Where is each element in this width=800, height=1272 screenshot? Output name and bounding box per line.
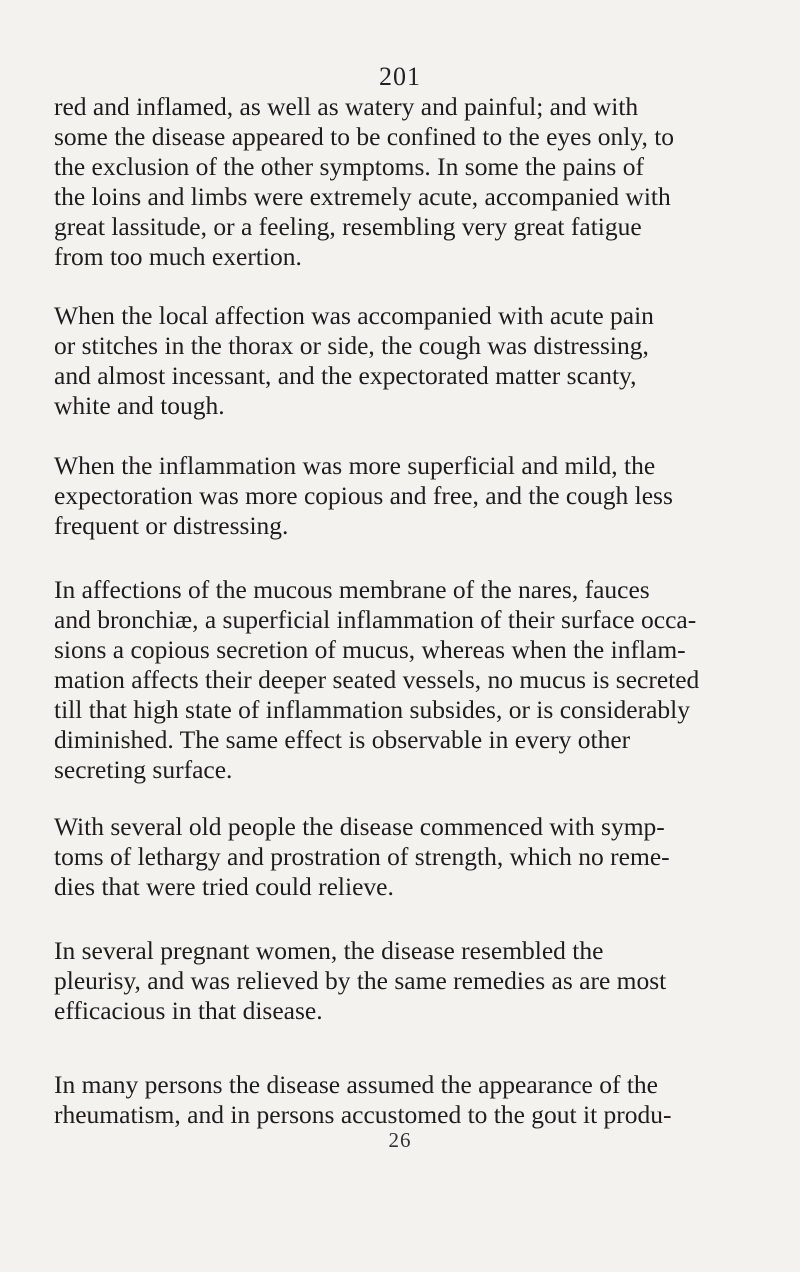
paragraph-7 [54, 1070, 766, 1130]
text-line: some the disease appeared to be confined to the eyes only, to [54, 122, 675, 151]
text-line: expectoration was more copious and free, and the cough less [54, 481, 673, 510]
text-line: from too much exertion. [54, 242, 302, 271]
text-line: red and inflamed, as well as watery and painful; and with [54, 92, 639, 121]
text-line: When the local affection was accompanied with acute pain [54, 301, 654, 330]
paragraph-5 [54, 812, 766, 902]
text-line: the loins and limbs were extremely acute, accompanied with [54, 182, 671, 211]
text-line: great lassitude, or a feeling, resembling very great fatigue [54, 212, 642, 241]
text-line: toms of lethargy and prostration of strength, which no reme- [54, 842, 670, 871]
text-line: secreting surface. [54, 755, 233, 784]
paragraph-6 [54, 936, 766, 1026]
text-line: With several old people the disease commenced with symp- [54, 812, 665, 841]
text-line: rheumatism, and in persons accustomed to the gout it produ- [54, 1100, 672, 1129]
text-line: diminished. The same effect is observable in every other [54, 725, 631, 754]
text-line: or stitches in the thorax or side, the cough was distressing, [54, 331, 649, 360]
text-line: In affections of the mucous membrane of the nares, fauces [54, 575, 650, 604]
text-line: pleurisy, and was relieved by the same remedies as are most [54, 966, 667, 995]
paragraph-2 [54, 301, 766, 421]
text-line: When the inflammation was more superficial and mild, the [54, 451, 656, 480]
text-line: In several pregnant women, the disease resembled the [54, 936, 604, 965]
paragraph-3 [54, 451, 766, 541]
text-line: and almost incessant, and the expectorated matter scanty, [54, 361, 637, 390]
text-line: the exclusion of the other symptoms. In some the pains of [54, 152, 644, 181]
text-line: In many persons the disease assumed the appearance of the [54, 1070, 658, 1099]
text-line: sions a copious secretion of mucus, whereas when the inflam- [54, 635, 686, 664]
text-line: mation affects their deeper seated vessels, no mucus is secreted [54, 665, 700, 694]
text-line: dies that were tried could relieve. [54, 872, 394, 901]
paragraph-1 [54, 92, 766, 272]
text-line: frequent or distressing. [54, 511, 289, 540]
text-line: and bronchiæ, a superficial inflammation of their surface occa- [54, 605, 697, 634]
text-line: till that high state of inflammation subsides, or is considerably [54, 695, 690, 724]
text-line: efficacious in that disease. [54, 996, 323, 1025]
page-number: 201 [379, 62, 421, 91]
paragraph-4 [54, 575, 766, 785]
text-line: white and tough. [54, 391, 225, 420]
signature-mark: 26 [388, 1128, 412, 1152]
